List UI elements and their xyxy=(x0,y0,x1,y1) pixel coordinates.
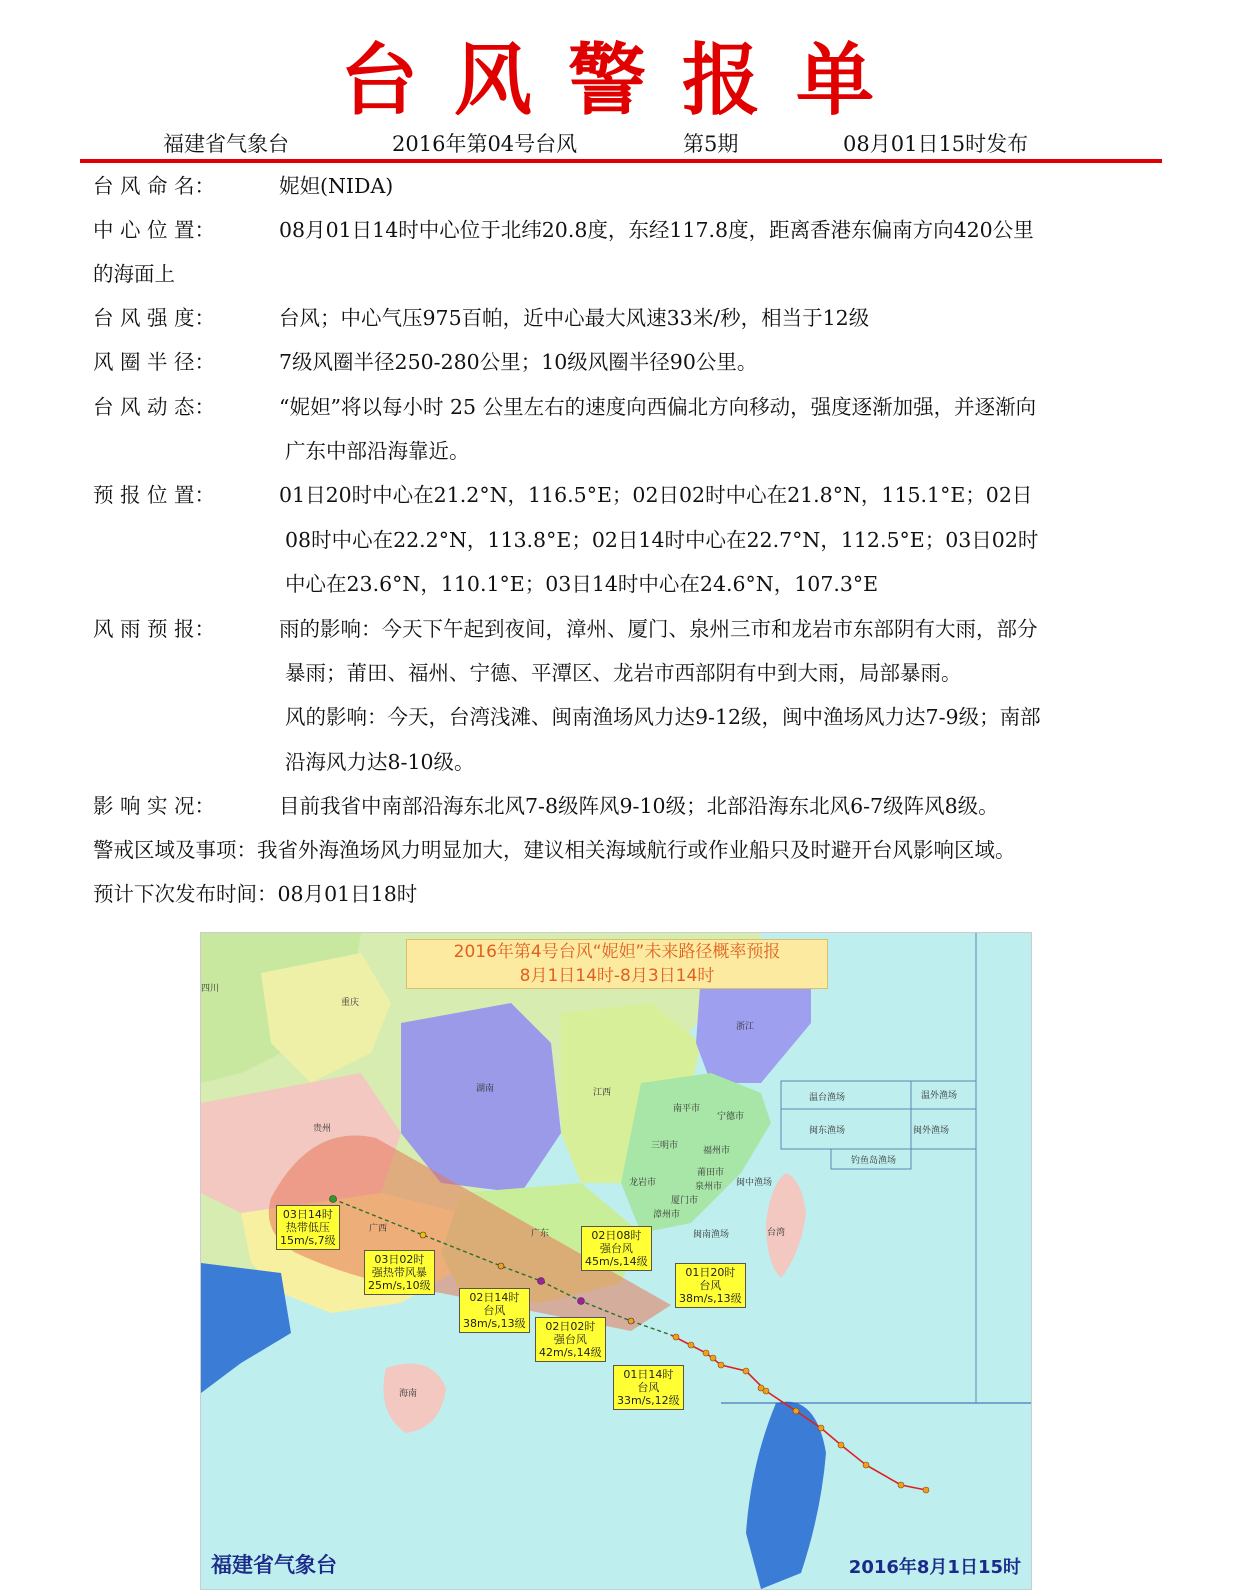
city-sanming: 三明市 xyxy=(651,1141,679,1151)
fishing-minwai: 闽外渔场 xyxy=(913,1126,950,1136)
label-type: 台风 xyxy=(699,1279,722,1292)
label-wind: 45m/s,14级 xyxy=(585,1255,648,1268)
track-label-01d20h xyxy=(675,1263,746,1308)
typhoon-number: 2016年第04号台风 xyxy=(392,132,578,156)
field-label: 台 风 动 态： xyxy=(93,395,216,419)
field-value: 7级风圈半径250-280公里；10级风圈半径90公里。 xyxy=(279,350,758,374)
field-label: 风 雨 预 报： xyxy=(93,617,216,641)
fishing-wentai: 温台渔场 xyxy=(809,1093,846,1103)
label-time: 02日14时 xyxy=(469,1291,520,1304)
field-value: 雨的影响：今天下午起到夜间，漳州、厦门、泉州三市和龙岩市东部阴有大雨，部分 xyxy=(279,617,1038,641)
field-label: 台 风 强 度： xyxy=(93,306,216,330)
label-wind: 38m/s,13级 xyxy=(463,1317,526,1330)
issue-info-row xyxy=(0,128,1250,158)
label-wind: 25m/s,10级 xyxy=(368,1279,431,1292)
region-hainan: 海南 xyxy=(399,1389,418,1399)
field-value: “妮妲”将以每小时 25 公里左右的速度向西偏北方向移动，强度逐渐加强，并逐渐向 xyxy=(279,395,1037,419)
track-label-02d08h xyxy=(581,1226,652,1271)
field-value: 妮妲(NIDA) xyxy=(279,174,394,198)
track-label-01d14h xyxy=(613,1365,684,1410)
map-title-line2: 8月1日14时-8月3日14时 xyxy=(519,966,715,986)
field-center-cont xyxy=(93,252,1153,297)
field-label: 预 报 位 置： xyxy=(93,483,216,507)
region-guangxi: 广西 xyxy=(369,1224,388,1234)
page-title: 台风警报单 xyxy=(339,35,910,126)
label-wind: 38m/s,13级 xyxy=(679,1292,742,1305)
label-type: 热带低压 xyxy=(285,1221,330,1234)
label-wind: 15m/s,7级 xyxy=(280,1234,336,1247)
map-title xyxy=(406,939,828,989)
label-type: 台风 xyxy=(483,1304,506,1317)
field-label: 中 心 位 置： xyxy=(93,218,216,242)
city-nanping: 南平市 xyxy=(673,1104,701,1114)
city-zhangzhou: 漳州市 xyxy=(653,1210,681,1220)
label-type: 台风 xyxy=(637,1381,660,1394)
track-label-03d14h xyxy=(276,1205,340,1250)
field-movement xyxy=(93,385,1153,430)
city-ningde: 宁德市 xyxy=(717,1112,745,1122)
label-type: 强台风 xyxy=(599,1242,633,1255)
field-wind-rain-cont: 沿海风力达8-10级。 xyxy=(285,750,475,774)
label-wind: 33m/s,12级 xyxy=(617,1394,680,1407)
field-value: 目前我省中南部沿海东北风7-8级阵风9-10级；北部沿海东北风6-7级阵风8级。 xyxy=(279,794,999,818)
region-sichuan: 四川 xyxy=(201,984,220,994)
fishing-wenwai: 温外渔场 xyxy=(921,1091,958,1101)
field-wind-rain-cont: 风的影响：今天，台湾浅滩、闽南渔场风力达9-12级，闽中渔场风力达7-9级；南部 xyxy=(285,705,1041,729)
region-taiwan: 台湾 xyxy=(767,1228,786,1238)
region-zhejiang: 浙江 xyxy=(736,1022,755,1032)
fishing-minzhong: 闽中渔场 xyxy=(736,1178,773,1188)
label-time: 01日20时 xyxy=(685,1266,736,1279)
track-label-02d14h xyxy=(459,1288,530,1333)
issuer: 福建省气象台 xyxy=(163,132,289,156)
label-time: 01日14时 xyxy=(623,1368,674,1381)
city-putian: 莆田市 xyxy=(697,1168,725,1178)
field-label: 台 风 命 名： xyxy=(93,174,216,198)
field-radius xyxy=(93,340,1153,385)
field-forecast xyxy=(93,473,1153,518)
field-value: 台风；中心气压975百帕，近中心最大风速33米/秒，相当于12级 xyxy=(279,306,870,330)
field-label: 预计下次发布时间： xyxy=(93,882,278,906)
city-fuzhou: 福州市 xyxy=(703,1146,731,1156)
field-movement-cont: 广东中部沿海靠近。 xyxy=(285,439,470,463)
city-longyan: 龙岩市 xyxy=(629,1178,657,1188)
label-time: 02日02时 xyxy=(545,1320,596,1333)
release-time: 08月01日15时发布 xyxy=(843,132,1029,156)
field-actual xyxy=(93,784,1153,829)
fishing-diaoyu: 钓鱼岛渔场 xyxy=(851,1156,897,1166)
field-value: 01日20时中心在21.2°N，116.5°E；02日02时中心在21.8°N，115.1°E；02日 xyxy=(279,483,1033,507)
field-wind-rain-cont: 暴雨；莆田、福州、宁德、平潭区、龙岩市西部阴有中到大雨，局部暴雨。 xyxy=(285,661,962,685)
field-value-cont: 的海面上 xyxy=(93,262,175,286)
field-warning xyxy=(93,828,1153,873)
luzon-region xyxy=(746,1402,826,1589)
field-label: 警戒区域及事项： xyxy=(93,838,257,862)
field-forecast-cont: 08时中心在22.2°N，113.8°E；02日14时中心在22.7°N，112.5°E；03日02时 xyxy=(285,528,1039,552)
field-value: 我省外海渔场风力明显加大，建议相关海域航行或作业船只及时避开台风影响区域。 xyxy=(257,838,1016,862)
region-jiangxi: 江西 xyxy=(593,1088,612,1098)
field-forecast-cont: 中心在23.6°N，110.1°E；03日14时中心在24.6°N，107.3°E xyxy=(285,572,879,596)
map-footer-time: 2016年8月1日15时 xyxy=(848,1557,1021,1578)
label-type: 强热带风暴 xyxy=(371,1266,427,1279)
field-name xyxy=(93,164,1153,209)
field-next-release xyxy=(93,872,1153,917)
field-label: 影 响 实 况： xyxy=(93,794,216,818)
header-divider xyxy=(80,159,1162,163)
label-time: 02日08时 xyxy=(591,1229,642,1242)
fishing-mindong: 闽东渔场 xyxy=(809,1126,846,1136)
track-label-03d02h xyxy=(364,1250,435,1295)
label-type: 强台风 xyxy=(553,1333,587,1346)
region-chongqing: 重庆 xyxy=(341,998,360,1008)
label-wind: 42m/s,14级 xyxy=(539,1346,602,1359)
region-guizhou: 贵州 xyxy=(313,1124,332,1134)
field-value: 08月01日18时 xyxy=(277,882,418,906)
field-center xyxy=(93,208,1153,253)
vietnam-region xyxy=(201,1263,291,1393)
field-intensity xyxy=(93,296,1153,341)
city-quanzhou: 泉州市 xyxy=(695,1182,723,1192)
label-time: 03日02时 xyxy=(374,1253,425,1266)
city-xiamen: 厦门市 xyxy=(671,1196,699,1206)
fujian-region xyxy=(621,1073,771,1233)
track-forecast-map xyxy=(200,932,1032,1590)
field-label: 风 圈 半 径： xyxy=(93,350,216,374)
track-label-02d02h xyxy=(535,1317,606,1362)
region-hunan: 湖南 xyxy=(476,1084,495,1094)
map-footer-issuer: 福建省气象台 xyxy=(211,1553,337,1577)
map-title-line1: 2016年第4号台风“妮妲”未来路径概率预报 xyxy=(453,942,781,962)
field-wind-rain xyxy=(93,607,1153,652)
issue-number: 第5期 xyxy=(683,132,739,156)
label-time: 03日14时 xyxy=(282,1208,333,1221)
region-guangdong: 广东 xyxy=(531,1229,550,1239)
field-value: 08月01日14时中心位于北纬20.8度，东经117.8度，距离香港东偏南方向420公里 xyxy=(279,218,1034,242)
fishing-minnan: 闽南渔场 xyxy=(693,1230,730,1240)
